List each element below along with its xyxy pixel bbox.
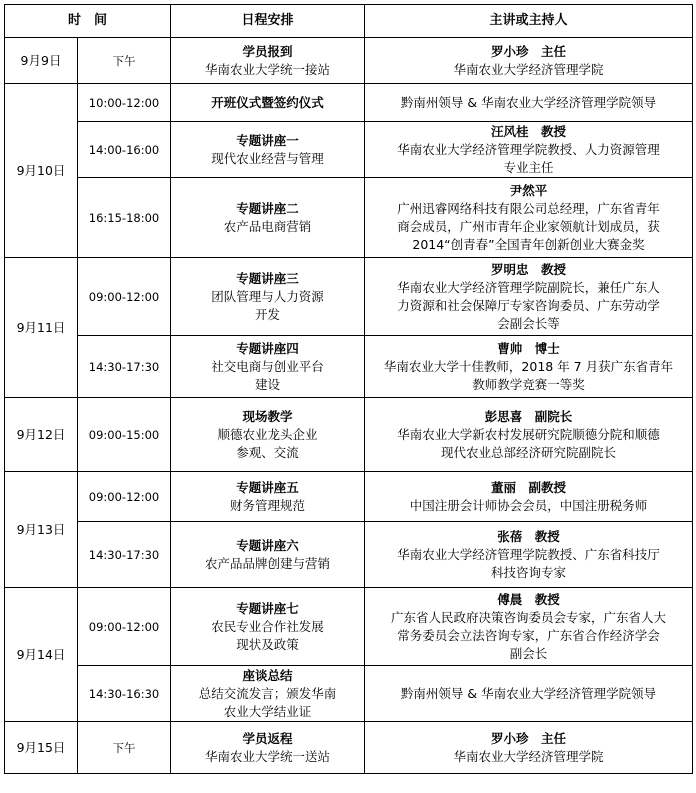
agenda-cell [171, 122, 365, 178]
agenda-title: 专题讲座五 [236, 479, 299, 495]
time-cell: 下午 [78, 722, 171, 774]
agenda-subtitle: 财务管理规范 [230, 497, 306, 513]
agenda-title: 学员报到 [242, 43, 293, 59]
agenda-subtitle: 华南农业大学统一送站 [205, 748, 331, 764]
speaker-cell [365, 84, 693, 122]
table-row [5, 38, 693, 84]
speaker-desc: 黔南州领导 & 华南农业大学经济管理学院领导 [400, 685, 657, 701]
time-cell: 16:15-18:00 [78, 178, 171, 258]
speaker-name: 尹然平 [509, 182, 548, 198]
table-row [5, 522, 693, 588]
header-agenda: 日程安排 [171, 5, 365, 38]
speaker-desc: 华南农业大学经济管理学院副院长，兼任广东人 [397, 279, 660, 295]
agenda-subtitle: 开发 [255, 306, 281, 322]
speaker-desc: 2014“创青春”全国青年创新创业大赛金奖 [412, 236, 645, 252]
time-cell: 09:00-12:00 [78, 258, 171, 336]
date-cell: 9月11日 [5, 258, 78, 398]
speaker-desc: 广州迅睿网络科技有限公司总经理，广东省青年 [397, 200, 660, 216]
speaker-name: 汪风桂 教授 [491, 123, 567, 139]
time-cell: 14:30-17:30 [78, 336, 171, 398]
agenda-cell [171, 178, 365, 258]
speaker-desc: 黔南州领导 & 华南农业大学经济管理学院领导 [400, 94, 657, 110]
speaker-name: 彭思喜 副院长 [484, 408, 573, 424]
speaker-cell [365, 666, 693, 722]
agenda-subtitle: 农民专业合作社发展 [211, 618, 324, 634]
agenda-cell [171, 666, 365, 722]
speaker-name: 罗明忠 教授 [491, 261, 567, 277]
speaker-cell [365, 258, 693, 336]
speaker-desc: 现代农业总部经济研究院副院长 [441, 444, 617, 460]
table-row [5, 722, 693, 774]
speaker-cell [365, 122, 693, 178]
speaker-desc: 教师教学竞赛一等奖 [472, 376, 585, 392]
agenda-subtitle: 总结交流发言；颁发华南 [198, 685, 337, 701]
speaker-desc: 广东省人民政府决策咨询委员会专家，广东省人大 [391, 609, 667, 625]
agenda-subtitle: 农产品电商营销 [223, 218, 312, 234]
agenda-cell [171, 258, 365, 336]
header-time: 时 间 [5, 5, 171, 38]
speaker-name: 张蓓 教授 [497, 528, 560, 544]
speaker-desc: 华南农业大学经济管理学院教授、人力资源管理 [397, 141, 660, 157]
agenda-cell [171, 472, 365, 522]
header-row [5, 5, 693, 38]
speaker-desc: 专业主任 [503, 159, 554, 175]
table-row [5, 666, 693, 722]
date-cell: 9月13日 [5, 472, 78, 588]
table-row [5, 588, 693, 666]
agenda-cell [171, 84, 365, 122]
agenda-subtitle: 农业大学结业证 [223, 703, 312, 719]
table-row [5, 258, 693, 336]
table-row [5, 472, 693, 522]
table-row [5, 122, 693, 178]
date-cell: 9月15日 [5, 722, 78, 774]
time-cell: 09:00-12:00 [78, 588, 171, 666]
speaker-desc: 科技咨询专家 [491, 564, 567, 580]
date-cell: 9月9日 [5, 38, 78, 84]
time-cell: 14:00-16:00 [78, 122, 171, 178]
table-row [5, 84, 693, 122]
speaker-cell [365, 38, 693, 84]
speaker-desc: 常务委员会立法咨询专家，广东省合作经济学会 [397, 627, 660, 643]
speaker-cell [365, 472, 693, 522]
speaker-desc: 副会长 [509, 645, 548, 661]
agenda-title: 现场教学 [242, 408, 293, 424]
agenda-title: 专题讲座二 [236, 200, 299, 216]
speaker-cell [365, 398, 693, 472]
speaker-desc: 会副会长等 [497, 315, 560, 331]
agenda-subtitle: 现代农业经营与管理 [211, 150, 324, 166]
speaker-desc: 力资源和社会保障厅专家咨询委员、广东劳动学 [397, 297, 660, 313]
table-row [5, 336, 693, 398]
speaker-desc: 华南农业大学经济管理学院 [453, 61, 604, 77]
agenda-subtitle: 华南农业大学统一接站 [205, 61, 331, 77]
date-cell: 9月10日 [5, 84, 78, 258]
agenda-title: 专题讲座七 [236, 600, 299, 616]
agenda-cell [171, 722, 365, 774]
agenda-subtitle: 团队管理与人力资源 [211, 288, 324, 304]
speaker-cell [365, 178, 693, 258]
speaker-cell [365, 722, 693, 774]
agenda-subtitle: 社交电商与创业平台 [211, 358, 324, 374]
time-cell: 下午 [78, 38, 171, 84]
agenda-title: 学员返程 [242, 730, 293, 746]
agenda-title: 开班仪式暨签约仪式 [211, 94, 324, 110]
agenda-cell [171, 398, 365, 472]
speaker-name: 傅晨 教授 [497, 591, 560, 607]
agenda-title: 专题讲座六 [236, 537, 299, 553]
speaker-desc: 中国注册会计师协会会员，中国注册税务师 [409, 497, 648, 513]
agenda-subtitle: 顺德农业龙头企业 [217, 426, 318, 442]
time-cell: 09:00-12:00 [78, 472, 171, 522]
table-row [5, 398, 693, 472]
agenda-subtitle: 农产品品牌创建与营销 [205, 555, 331, 571]
agenda-title: 专题讲座三 [236, 270, 299, 286]
agenda-cell [171, 588, 365, 666]
speaker-name: 曹帅 博士 [497, 340, 560, 356]
agenda-subtitle: 参观、交流 [236, 444, 299, 460]
schedule-table [4, 4, 693, 774]
agenda-title: 座谈总结 [242, 667, 293, 683]
speaker-name: 董丽 副教授 [491, 479, 567, 495]
speaker-cell [365, 588, 693, 666]
speaker-desc: 华南农业大学十佳教师，2018 年 7 月获广东省青年 [383, 358, 674, 374]
agenda-subtitle: 建设 [255, 376, 281, 392]
agenda-cell [171, 38, 365, 84]
table-row [5, 178, 693, 258]
speaker-desc: 华南农业大学经济管理学院 [453, 748, 604, 764]
time-cell: 14:30-17:30 [78, 522, 171, 588]
speaker-cell [365, 336, 693, 398]
date-cell: 9月12日 [5, 398, 78, 472]
header-speaker: 主讲或主持人 [365, 5, 693, 38]
agenda-title: 专题讲座四 [236, 340, 299, 356]
speaker-cell [365, 522, 693, 588]
time-cell: 09:00-15:00 [78, 398, 171, 472]
agenda-subtitle: 现状及政策 [236, 636, 299, 652]
agenda-cell [171, 522, 365, 588]
agenda-cell [171, 336, 365, 398]
speaker-desc: 商会成员，广州市青年企业家领航计划成员，获 [397, 218, 660, 234]
time-cell: 14:30-16:30 [78, 666, 171, 722]
speaker-name: 罗小珍 主任 [491, 730, 567, 746]
speaker-name: 罗小珍 主任 [491, 43, 567, 59]
speaker-desc: 华南农业大学经济管理学院教授、广东省科技厅 [397, 546, 660, 562]
speaker-desc: 华南农业大学新农村发展研究院顺德分院和顺德 [397, 426, 660, 442]
date-cell: 9月14日 [5, 588, 78, 722]
agenda-title: 专题讲座一 [236, 132, 299, 148]
time-cell: 10:00-12:00 [78, 84, 171, 122]
